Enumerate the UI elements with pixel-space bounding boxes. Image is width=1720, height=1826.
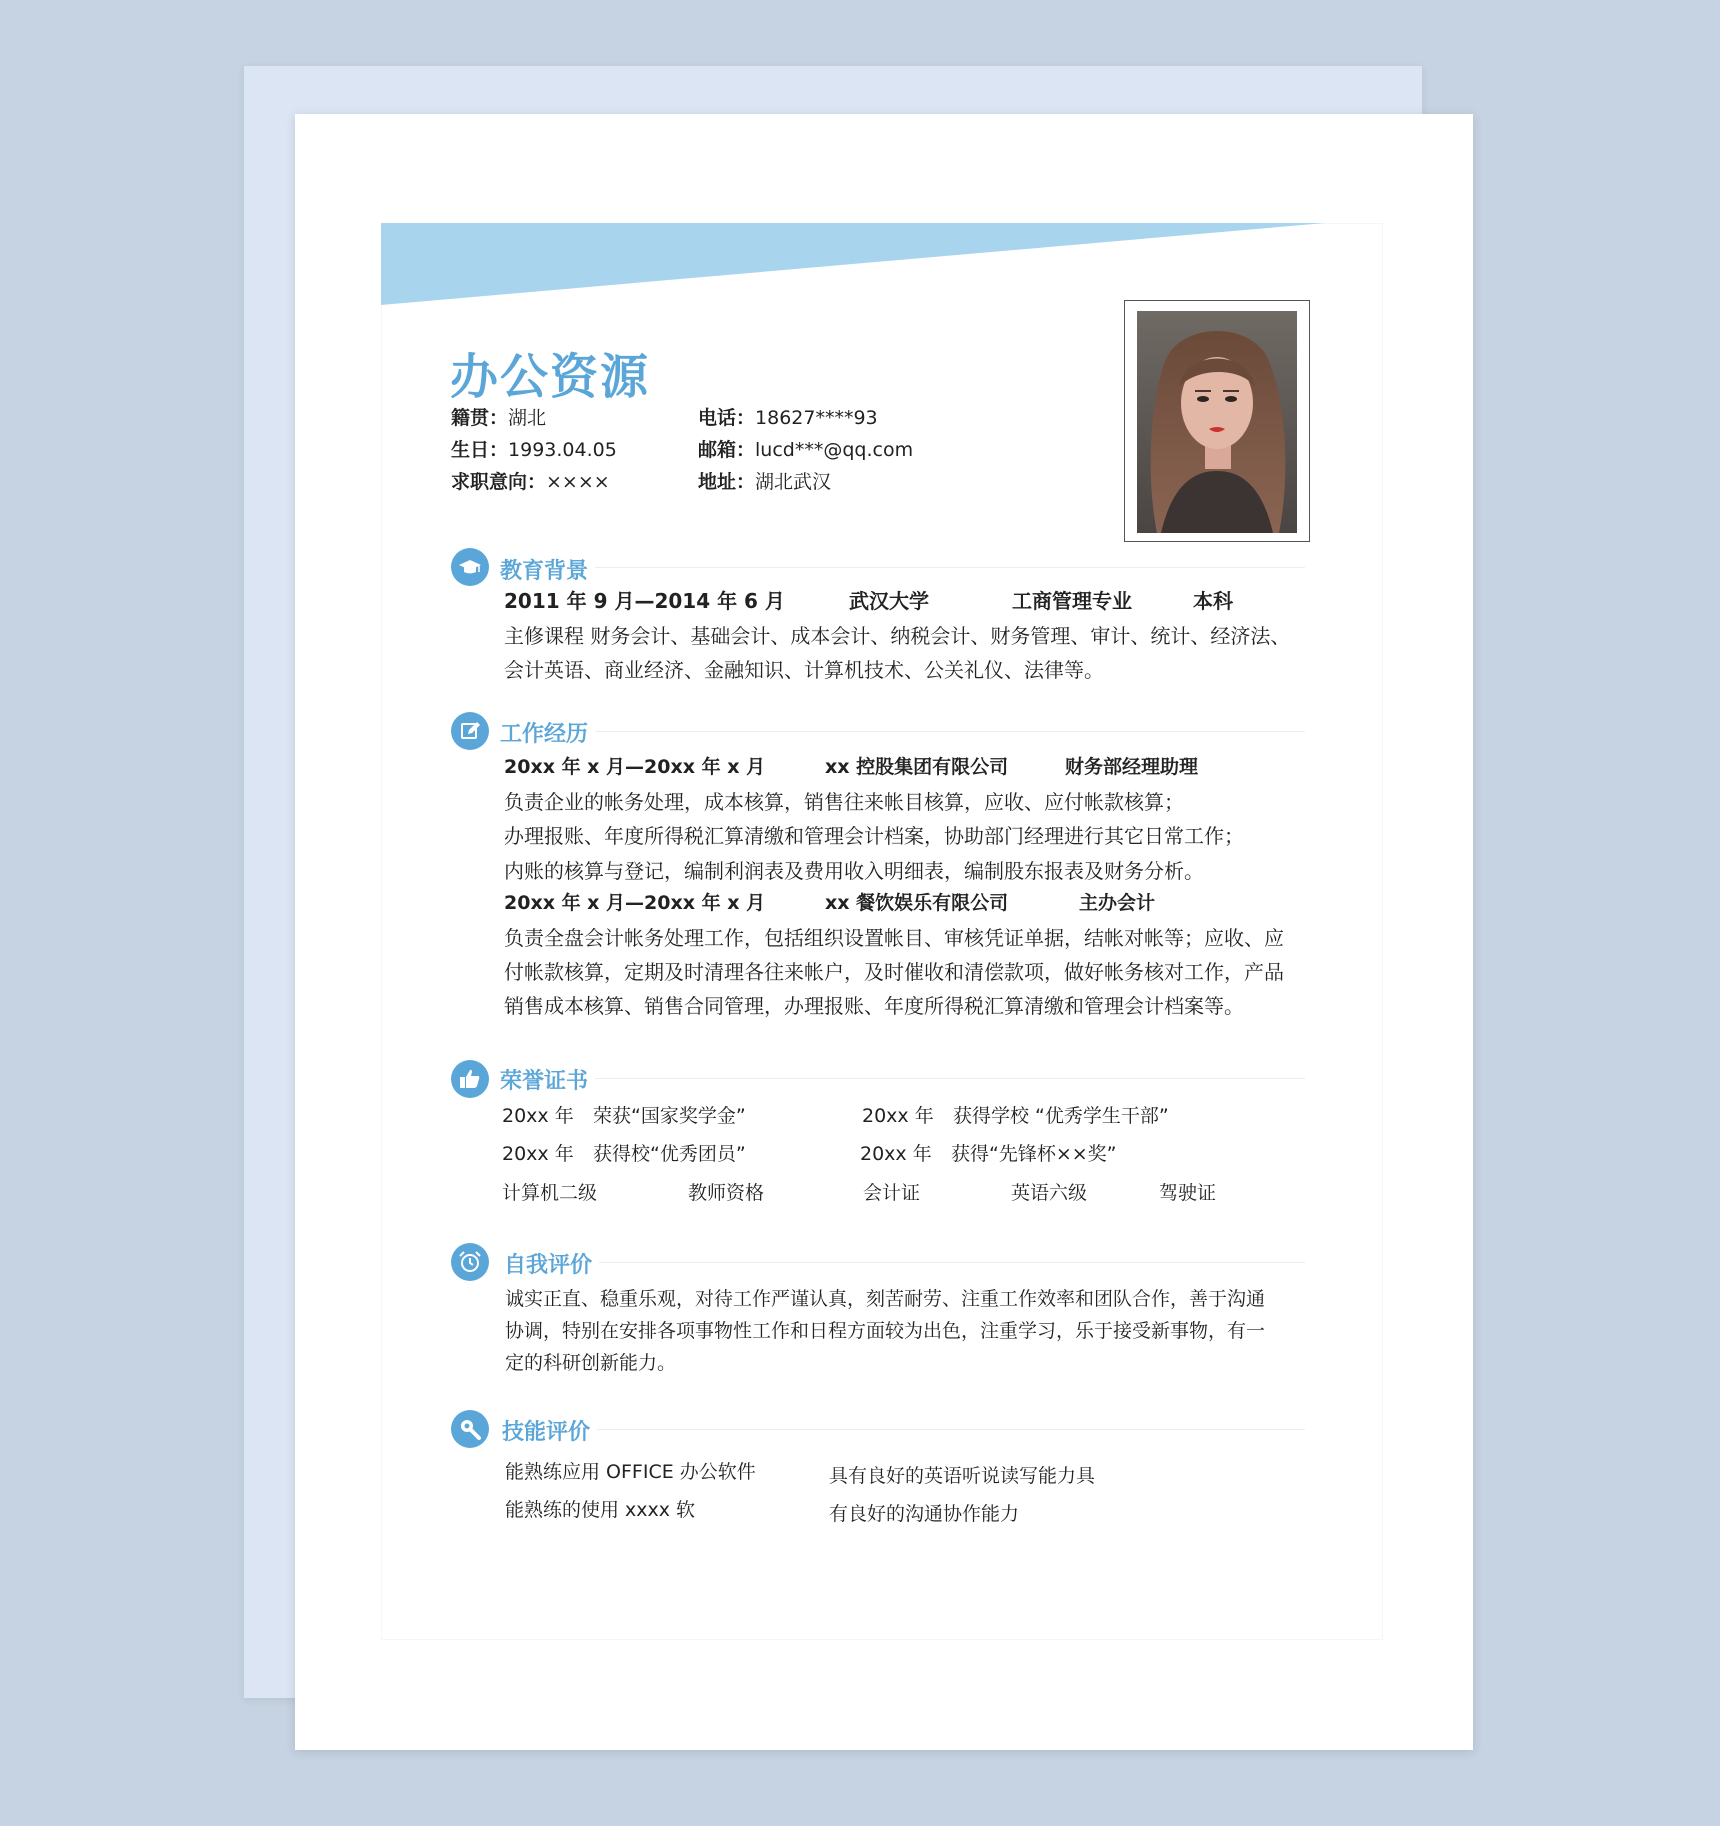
skills-divider bbox=[597, 1429, 1305, 1430]
award-text: 获得校“优秀团员” bbox=[593, 1143, 746, 1165]
info-phone-label: 电话： bbox=[698, 407, 756, 429]
cert-item: 教师资格 bbox=[688, 1182, 765, 1204]
job-company: xx 控股集团有限公司 bbox=[825, 756, 1009, 778]
info-hometown bbox=[451, 403, 546, 430]
education-major: 工商管理专业 bbox=[1012, 589, 1132, 613]
header-banner bbox=[381, 223, 1325, 305]
edit-icon bbox=[451, 712, 489, 750]
education-line: 会计英语、商业经济、金融知识、计算机技术、公关礼仪、法律等。 bbox=[504, 658, 1104, 682]
skill-item: 有良好的沟通协作能力 bbox=[829, 1503, 1020, 1525]
info-birth-label: 生日： bbox=[451, 439, 509, 461]
info-objective-label: 求职意向： bbox=[451, 471, 547, 493]
graduation-cap-icon bbox=[451, 548, 489, 586]
education-period: 2011 年 9 月—2014 年 6 月 bbox=[504, 589, 785, 613]
info-hometown-label: 籍贯： bbox=[451, 407, 509, 429]
info-hometown-value: 湖北 bbox=[508, 407, 547, 429]
info-address-label: 地址： bbox=[698, 471, 756, 493]
info-email bbox=[698, 435, 913, 462]
skill-item: 具有良好的英语听说读写能力具 bbox=[829, 1465, 1096, 1487]
info-birth-value: 1993.04.05 bbox=[508, 439, 617, 461]
award-year: 20xx 年 bbox=[862, 1105, 934, 1127]
cert-item: 驾驶证 bbox=[1159, 1182, 1217, 1204]
job-line: 负责全盘会计帐务处理工作，包括组织设置帐目、审核凭证单据，结帐对帐等；应收、应 bbox=[504, 926, 1284, 950]
job-line: 内账的核算与登记，编制利润表及费用收入明细表，编制股东报表及财务分析。 bbox=[504, 859, 1204, 883]
job-position: 财务部经理助理 bbox=[1065, 756, 1199, 778]
info-address bbox=[698, 467, 831, 494]
job-period: 20xx 年 x 月—20xx 年 x 月 bbox=[504, 892, 766, 914]
resume-name: 办公资源 bbox=[450, 349, 651, 405]
self-eval-line: 定的科研创新能力。 bbox=[505, 1352, 677, 1374]
self-eval-line: 协调，特别在安排各项事物性工作和日程方面较为出色，注重学习，乐于接受新事物，有一 bbox=[505, 1320, 1266, 1342]
award-year: 20xx 年 bbox=[860, 1143, 932, 1165]
cert-item: 英语六级 bbox=[1011, 1182, 1088, 1204]
work-divider bbox=[595, 731, 1305, 732]
work-title: 工作经历 bbox=[500, 722, 589, 747]
skill-item: 能熟练应用 OFFICE 办公软件 bbox=[505, 1461, 756, 1483]
info-objective bbox=[451, 467, 610, 494]
resume-page bbox=[295, 114, 1473, 1750]
info-email-value: lucd***@qq.com bbox=[755, 439, 914, 461]
job-position: 主办会计 bbox=[1079, 892, 1156, 914]
info-phone-value: 18627****93 bbox=[755, 407, 878, 429]
thumbs-up-icon bbox=[451, 1060, 489, 1098]
info-email-label: 邮箱： bbox=[698, 439, 756, 461]
info-address-value: 湖北武汉 bbox=[755, 471, 832, 493]
alarm-clock-icon bbox=[451, 1243, 489, 1281]
photo-frame bbox=[1124, 300, 1310, 542]
job-period: 20xx 年 x 月—20xx 年 x 月 bbox=[504, 756, 766, 778]
job-company: xx 餐饮娱乐有限公司 bbox=[825, 892, 1009, 914]
education-title: 教育背景 bbox=[500, 559, 589, 584]
info-birth bbox=[451, 435, 617, 462]
self-eval-line: 诚实正直、稳重乐观，对待工作严谨认真，刻苦耐劳、注重工作效率和团队合作，善于沟通 bbox=[505, 1288, 1266, 1310]
education-line: 主修课程 财务会计、基础会计、成本会计、纳税会计、财务管理、审计、统计、经济法、 bbox=[504, 624, 1291, 648]
award-text: 获得学校 “优秀学生干部” bbox=[953, 1105, 1169, 1127]
info-objective-value: ×××× bbox=[546, 471, 610, 493]
info-phone bbox=[698, 403, 878, 430]
education-divider bbox=[595, 567, 1305, 568]
job-line: 销售成本核算、销售合同管理，办理报账、年度所得税汇算清缴和管理会计档案等。 bbox=[504, 994, 1244, 1018]
education-degree: 本科 bbox=[1193, 589, 1233, 613]
job-line: 办理报账、年度所得税汇算清缴和管理会计档案，协助部门经理进行其它日常工作； bbox=[504, 824, 1244, 848]
award-year: 20xx 年 bbox=[502, 1143, 574, 1165]
award-year: 20xx 年 bbox=[502, 1105, 574, 1127]
education-school: 武汉大学 bbox=[849, 589, 929, 613]
honors-divider bbox=[595, 1078, 1305, 1079]
skill-item: 能熟练的使用 xxxx 软 bbox=[505, 1499, 696, 1521]
wrench-icon bbox=[451, 1410, 489, 1448]
self-eval-title: 自我评价 bbox=[504, 1253, 593, 1278]
cert-item: 计算机二级 bbox=[502, 1182, 598, 1204]
job-line: 负责企业的帐务处理，成本核算，销售往来帐目核算，应收、应付帐款核算； bbox=[504, 790, 1184, 814]
award-text: 荣获“国家奖学金” bbox=[593, 1105, 746, 1127]
profile-photo bbox=[1137, 311, 1297, 533]
self-eval-divider bbox=[599, 1262, 1305, 1263]
job-line: 付帐款核算，定期及时清理各往来帐户，及时催收和清偿款项，做好帐务核对工作，产品 bbox=[504, 960, 1284, 984]
award-text: 获得“先锋杯××奖” bbox=[951, 1143, 1117, 1165]
skills-title: 技能评价 bbox=[502, 1420, 591, 1445]
cert-item: 会计证 bbox=[863, 1182, 921, 1204]
honors-title: 荣誉证书 bbox=[500, 1069, 589, 1094]
